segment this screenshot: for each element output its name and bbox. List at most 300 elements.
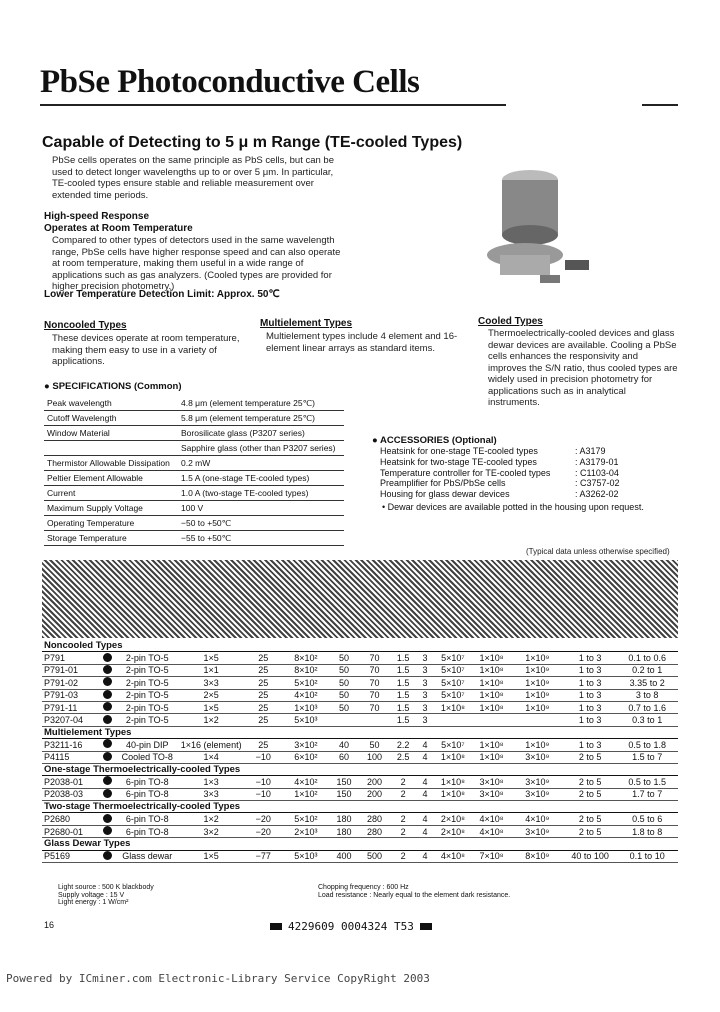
- cooled-text: Thermoelectrically-cooled devices and glass dewar devices are available. Cooling a PbSe cells enhances the responsivity and improves the S/N ratio, thus cooled types are widely used in precision photometry for applications such as in analytical instruments.: [488, 328, 678, 408]
- table-cell: 3×2: [179, 825, 244, 837]
- table-cell: 0.1 to 0.6: [616, 652, 678, 664]
- table-cell: [472, 714, 511, 726]
- table-cell: 0.1 to 10: [616, 850, 678, 862]
- group-row: [42, 640, 678, 652]
- table-cell: 4: [417, 776, 434, 788]
- intro-text: PbSe cells operates on the same principle as PbS cells, but can be used to detect longer wavelengths up to or over 5 μm. In particular, TE-cooled types ensure stable and reliable measurement over extended time periods.: [52, 155, 334, 201]
- table-cell: −10: [244, 776, 283, 788]
- circle-badge-icon: [103, 715, 112, 724]
- table-row: [42, 714, 678, 726]
- cooled-title: Cooled Types: [478, 316, 543, 327]
- table-cell: 6-pin TO-8: [116, 813, 179, 825]
- circle-badge-icon: [100, 701, 116, 713]
- table-cell: 1 to 3: [564, 701, 617, 713]
- table-cell: 1×10⁸: [472, 739, 511, 751]
- table-cell: 1×10⁹: [511, 652, 564, 664]
- table-cell: 7×10⁸: [472, 850, 511, 862]
- table-cell: 6-pin TO-8: [116, 776, 179, 788]
- barcode-strip: [270, 920, 432, 933]
- spec-label: [44, 441, 178, 456]
- table-cell: 4: [417, 850, 434, 862]
- accessory-item: [380, 446, 680, 457]
- spec-value: 100 V: [178, 501, 344, 516]
- accessory-name: Housing for glass dewar devices: [380, 489, 510, 500]
- table-cell: 0.7 to 1.6: [616, 701, 678, 713]
- table-cell: 6×10²: [283, 751, 329, 763]
- table-row: [42, 850, 678, 862]
- accessory-name: Temperature controller for TE-cooled types: [380, 467, 551, 478]
- table-cell: 2-pin TO-5: [116, 714, 179, 726]
- table-cell: 1 to 3: [564, 652, 617, 664]
- table-cell: 5×10⁷: [434, 739, 473, 751]
- room-temp-title: Operates at Room Temperature: [44, 223, 193, 234]
- table-cell: 1×10⁸: [472, 677, 511, 689]
- table-cell: 2: [390, 788, 417, 800]
- table-cell: 500: [359, 850, 390, 862]
- product-table: [42, 640, 678, 863]
- table-cell: 1×10⁸: [472, 701, 511, 713]
- table-cell: 1.5: [390, 701, 417, 713]
- page-title: PbSe Photoconductive Cells: [40, 64, 420, 100]
- table-cell: 3 to 8: [616, 689, 678, 701]
- table-cell: 5×10⁷: [434, 652, 473, 664]
- spec-row: [44, 471, 344, 486]
- table-cell: 2-pin TO-5: [116, 664, 179, 676]
- table-cell: 1×4: [179, 751, 244, 763]
- table-cell: 40: [329, 739, 360, 751]
- table-cell: 3: [417, 714, 434, 726]
- table-cell: 2: [390, 825, 417, 837]
- table-cell: 1×10⁸: [434, 751, 473, 763]
- table-cell: 4: [417, 739, 434, 751]
- table-cell: 3: [417, 664, 434, 676]
- table-cell: 2.2: [390, 739, 417, 751]
- table-cell: 3×10⁹: [511, 825, 564, 837]
- accessory-name: Preamplifier for PbS/PbSe cells: [380, 478, 506, 489]
- type-no-cell: P3211-16: [42, 739, 100, 751]
- spec-label: Current: [44, 486, 178, 501]
- table-cell: [359, 714, 390, 726]
- noncooled-title: Noncooled Types: [44, 320, 127, 331]
- group-title: Glass Dewar Types: [42, 838, 678, 850]
- spec-label: Cutoff Wavelength: [44, 411, 178, 426]
- lower-temp-limit: Lower Temperature Detection Limit: Approx. 50℃: [44, 289, 280, 300]
- spec-row: [44, 456, 344, 471]
- table-cell: −77: [244, 850, 283, 862]
- table-cell: 2×5: [179, 689, 244, 701]
- spec-row: [44, 486, 344, 501]
- footnote: Supply voltage : 15 V: [58, 891, 125, 899]
- spec-label: Storage Temperature: [44, 531, 178, 546]
- table-cell: 1×10⁸: [434, 776, 473, 788]
- circle-badge-icon: [103, 677, 112, 686]
- spec-label: Operating Temperature: [44, 516, 178, 531]
- table-cell: 60: [329, 751, 360, 763]
- table-cell: 1×2: [179, 714, 244, 726]
- table-row: [42, 689, 678, 701]
- table-cell: 0.3 to 1: [616, 714, 678, 726]
- specifications-table: [44, 396, 344, 546]
- table-cell: 8×10²: [283, 664, 329, 676]
- type-no-cell: P2680-01: [42, 825, 100, 837]
- table-cell: 150: [329, 788, 360, 800]
- table-cell: 1.5: [390, 664, 417, 676]
- group-title: Two-stage Thermoelectrically-cooled Types: [42, 801, 678, 813]
- table-cell: 50: [329, 701, 360, 713]
- accessory-item: [380, 489, 680, 500]
- spec-label: Maximum Supply Voltage: [44, 501, 178, 516]
- table-cell: 1×5: [179, 850, 244, 862]
- table-row: [42, 825, 678, 837]
- table-cell: 5×10³: [283, 850, 329, 862]
- table-cell: 1.5 to 7: [616, 751, 678, 763]
- table-cell: 0.2 to 1: [616, 664, 678, 676]
- table-cell: 3×3: [179, 788, 244, 800]
- table-cell: 3×10⁸: [472, 788, 511, 800]
- accessory-code: : C1103-04: [575, 467, 619, 478]
- footnote: Light source : 500 K blackbody: [58, 884, 154, 891]
- barcode-mark-right: [420, 923, 432, 930]
- circle-badge-icon: [100, 677, 116, 689]
- table-cell: 50: [329, 689, 360, 701]
- table-cell: 25: [244, 652, 283, 664]
- table-cell: 1×10⁹: [511, 664, 564, 676]
- footnote: Chopping frequency : 600 Hz: [318, 884, 409, 891]
- spec-value: Borosilicate glass (P3207 series): [178, 426, 344, 441]
- circle-badge-icon: [103, 752, 112, 761]
- type-no-cell: P791-11: [42, 701, 100, 713]
- table-cell: 2-pin TO-5: [116, 652, 179, 664]
- type-no-cell: P791-01: [42, 664, 100, 676]
- table-cell: 50: [329, 652, 360, 664]
- circle-badge-icon: [103, 739, 112, 748]
- table-cell: 1×10³: [283, 701, 329, 713]
- spec-row: [44, 411, 344, 426]
- circle-badge-icon: [100, 776, 116, 788]
- table-cell: 4×10²: [283, 776, 329, 788]
- footnote: Light energy : 1 W/cm²: [58, 899, 129, 906]
- spec-value: 1.5 A (one-stage TE-cooled types): [178, 471, 344, 486]
- accessory-code: : A3179-01: [575, 456, 619, 467]
- spec-value: −55 to +50℃: [178, 531, 344, 546]
- table-cell: 1×10⁸: [472, 664, 511, 676]
- table-cell: 1×5: [179, 701, 244, 713]
- table-cell: 70: [359, 689, 390, 701]
- circle-badge-icon: [103, 690, 112, 699]
- table-cell: 4: [417, 788, 434, 800]
- table-cell: 6-pin TO-8: [116, 825, 179, 837]
- table-cell: [511, 714, 564, 726]
- spec-value: 0.2 mW: [178, 456, 344, 471]
- table-cell: −20: [244, 825, 283, 837]
- table-cell: 2: [390, 776, 417, 788]
- table-cell: 1.5: [390, 652, 417, 664]
- table-cell: 5×10²: [283, 813, 329, 825]
- table-cell: 40 to 100: [564, 850, 617, 862]
- table-cell: 25: [244, 677, 283, 689]
- table-cell: 4×10⁸: [472, 813, 511, 825]
- accessory-name: Heatsink for two-stage TE-cooled types: [380, 456, 537, 467]
- table-cell: 4×10²: [283, 689, 329, 701]
- circle-badge-icon: [103, 826, 112, 835]
- table-row: [42, 813, 678, 825]
- section-heading: Capable of Detecting to 5 μ m Range (TE-cooled Types): [42, 134, 463, 151]
- table-cell: 200: [359, 776, 390, 788]
- circle-badge-icon: [100, 813, 116, 825]
- table-cell: 1×2: [179, 813, 244, 825]
- table-cell: 180: [329, 825, 360, 837]
- circle-badge-icon: [103, 665, 112, 674]
- spec-row: [44, 426, 344, 441]
- multielement-title: Multielement Types: [260, 318, 353, 329]
- table-row: [42, 751, 678, 763]
- circle-badge-icon: [100, 850, 116, 862]
- multielement-text: Multielement types include 4 element and 16-element linear arrays as standard items.: [266, 331, 458, 354]
- table-cell: 1×10⁸: [472, 751, 511, 763]
- table-cell: 1×5: [179, 652, 244, 664]
- table-cell: 0.5 to 6: [616, 813, 678, 825]
- table-cell: 100: [359, 751, 390, 763]
- group-row: [42, 838, 678, 850]
- circle-badge-icon: [100, 689, 116, 701]
- page-number: 16: [44, 920, 55, 930]
- table-cell: 200: [359, 788, 390, 800]
- spec-label: Thermistor Allowable Dissipation: [44, 456, 178, 471]
- table-cell: 5×10²: [283, 677, 329, 689]
- table-cell: 1×3: [179, 776, 244, 788]
- table-cell: 2 to 5: [564, 751, 617, 763]
- barcode-mark-left: [270, 923, 282, 930]
- spec-row: [44, 501, 344, 516]
- table-cell: 3×10²: [283, 739, 329, 751]
- table-cell: 25: [244, 701, 283, 713]
- accessory-item: [380, 468, 680, 479]
- table-cell: 2-pin TO-5: [116, 701, 179, 713]
- table-cell: 2.5: [390, 751, 417, 763]
- table-cell: 3.35 to 2: [616, 677, 678, 689]
- accessory-name: Heatsink for one-stage TE-cooled types: [380, 446, 538, 456]
- table-cell: [434, 714, 473, 726]
- table-cell: 8×10⁹: [511, 850, 564, 862]
- table-cell: 5×10⁷: [434, 677, 473, 689]
- footnotes-left: [58, 884, 308, 907]
- powered-by-footer: Powered by ICminer.com Electronic-Library Service CopyRight 2003: [6, 972, 430, 985]
- accessory-code: : C3757-02: [575, 478, 620, 489]
- table-cell: 3×10⁹: [511, 751, 564, 763]
- table-cell: 280: [359, 825, 390, 837]
- high-speed-title: High-speed Response: [44, 211, 150, 222]
- table-cell: 3: [417, 677, 434, 689]
- table-header-band: [42, 560, 678, 638]
- table-cell: 2×10⁸: [434, 825, 473, 837]
- noncooled-text: These devices operate at room temperature, making them easy to use in a variety of applications.: [52, 333, 240, 367]
- table-cell: 70: [359, 664, 390, 676]
- table-cell: 1 to 3: [564, 664, 617, 676]
- typical-data-note: (Typical data unless otherwise specified): [526, 547, 670, 556]
- table-cell: 50: [329, 664, 360, 676]
- table-cell: 2 to 5: [564, 788, 617, 800]
- table-cell: 6-pin TO-8: [116, 788, 179, 800]
- circle-badge-icon: [100, 825, 116, 837]
- group-row: [42, 801, 678, 813]
- group-row: [42, 726, 678, 738]
- circle-badge-icon: [100, 739, 116, 751]
- spec-value: Sapphire glass (other than P3207 series): [178, 441, 344, 456]
- table-cell: 1.7 to 7: [616, 788, 678, 800]
- table-cell: 1×16 (element): [180, 739, 242, 750]
- table-cell: 0.5 to 1.5: [616, 776, 678, 788]
- circle-badge-icon: [100, 714, 116, 726]
- table-cell: 400: [329, 850, 360, 862]
- type-no-cell: P791-02: [42, 677, 100, 689]
- circle-badge-icon: [103, 814, 112, 823]
- table-cell: 25: [244, 664, 283, 676]
- circle-badge-icon: [100, 652, 116, 664]
- table-cell: 1×10⁹: [511, 701, 564, 713]
- table-cell: −10: [244, 788, 283, 800]
- table-cell: 1.8 to 8: [616, 825, 678, 837]
- type-no-cell: P5169: [42, 850, 100, 862]
- circle-badge-icon: [100, 664, 116, 676]
- spec-row: [44, 516, 344, 531]
- table-cell: 3×10⁹: [511, 788, 564, 800]
- group-row: [42, 763, 678, 775]
- table-row: [42, 652, 678, 664]
- table-cell: 1×10⁸: [472, 689, 511, 701]
- table-cell: 3: [417, 701, 434, 713]
- table-cell: 3×3: [179, 677, 244, 689]
- table-cell: 2: [390, 850, 417, 862]
- table-cell: 70: [359, 677, 390, 689]
- type-no-cell: P2038-01: [42, 776, 100, 788]
- table-cell: 150: [329, 776, 360, 788]
- table-cell: 1.5: [390, 714, 417, 726]
- circle-badge-icon: [103, 702, 112, 711]
- circle-badge-icon: [103, 653, 112, 662]
- specifications-title: ● SPECIFICATIONS (Common): [44, 381, 182, 392]
- accessory-code: : A3179: [575, 446, 606, 456]
- type-no-cell: P791-03: [42, 689, 100, 701]
- table-cell: 2×10³: [283, 825, 329, 837]
- table-cell: 1 to 3: [564, 677, 617, 689]
- table-cell: 1×10⁹: [511, 677, 564, 689]
- table-cell: 8×10²: [283, 652, 329, 664]
- spec-row: [44, 441, 344, 456]
- table-row: [42, 788, 678, 800]
- table-cell: 2: [390, 813, 417, 825]
- table-cell: 3×10⁸: [472, 776, 511, 788]
- table-cell: 1×10⁹: [511, 739, 564, 751]
- table-cell: 25: [244, 714, 283, 726]
- spec-value: 5.8 μm (element temperature 25℃): [178, 411, 344, 426]
- table-cell: 4: [417, 813, 434, 825]
- table-cell: 3: [417, 652, 434, 664]
- table-cell: 4×10⁸: [434, 850, 473, 862]
- table-cell: 5×10³: [283, 714, 329, 726]
- product-photo: [470, 150, 680, 298]
- spec-value: 1.0 A (two-stage TE-cooled types): [178, 486, 344, 501]
- table-row: [42, 776, 678, 788]
- accessory-code: : A3262-02: [575, 489, 619, 500]
- table-row: [42, 664, 678, 676]
- table-cell: 70: [359, 652, 390, 664]
- table-cell: 1×10⁸: [472, 652, 511, 664]
- table-cell: −10: [244, 751, 283, 763]
- circle-badge-icon: [103, 776, 112, 785]
- barcode-text: 4229609 0004324 T53: [288, 920, 414, 933]
- title-rule-right: [642, 104, 678, 106]
- group-title: One-stage Thermoelectrically-cooled Types: [42, 763, 678, 775]
- table-cell: Cooled TO-8: [116, 751, 179, 763]
- spec-row: [44, 396, 344, 411]
- table-cell: 280: [359, 813, 390, 825]
- table-cell: −20: [244, 813, 283, 825]
- table-cell: 180: [329, 813, 360, 825]
- table-cell: 40-pin DIP: [116, 739, 179, 751]
- table-cell: 1×10²: [283, 788, 329, 800]
- type-no-cell: P2038-03: [42, 788, 100, 800]
- table-cell: 70: [359, 701, 390, 713]
- table-cell: 3×10⁹: [511, 776, 564, 788]
- table-cell: 1 to 3: [564, 689, 617, 701]
- table-row: [42, 701, 678, 713]
- circle-badge-icon: [100, 788, 116, 800]
- table-cell: 25: [244, 689, 283, 701]
- table-cell: 4×10⁹: [511, 813, 564, 825]
- title-rule: [40, 104, 506, 106]
- table-cell: 50: [359, 739, 390, 751]
- table-cell: 2×10⁸: [434, 813, 473, 825]
- table-cell: 4: [417, 825, 434, 837]
- table-cell: Glass dewar: [116, 850, 179, 862]
- table-cell: 2 to 5: [564, 776, 617, 788]
- spec-row: [44, 531, 344, 546]
- table-cell: 2 to 5: [564, 825, 617, 837]
- table-cell: 4: [417, 751, 434, 763]
- table-cell: 50: [329, 677, 360, 689]
- accessory-item: [380, 457, 680, 468]
- type-no-cell: P791: [42, 652, 100, 664]
- table-cell: 1 to 3: [564, 714, 617, 726]
- table-cell: 4×10⁸: [472, 825, 511, 837]
- accessories-list: [380, 446, 680, 500]
- accessories-title: ● ACCESSORIES (Optional): [372, 435, 497, 446]
- spec-value: 4.8 μm (element temperature 25℃): [178, 396, 344, 411]
- spec-label: Peak wavelength: [44, 396, 178, 411]
- accessories-note: • Dewar devices are available potted in the housing upon request.: [382, 502, 644, 512]
- circle-badge-icon: [103, 851, 112, 860]
- table-cell: [329, 714, 360, 726]
- spec-label: Window Material: [44, 426, 178, 441]
- table-cell: 2 to 5: [564, 813, 617, 825]
- table-cell: 1.5: [390, 689, 417, 701]
- type-no-cell: P2680: [42, 813, 100, 825]
- table-cell: 0.5 to 1.8: [616, 739, 678, 751]
- type-no-cell: P3207-04: [42, 714, 100, 726]
- table-row: [42, 677, 678, 689]
- circle-badge-icon: [103, 789, 112, 798]
- table-cell: 1×1: [179, 664, 244, 676]
- table-cell: 25: [244, 739, 283, 751]
- group-title: Multielement Types: [42, 726, 678, 738]
- table-cell: 2-pin TO-5: [116, 677, 179, 689]
- table-cell: 1.5: [390, 677, 417, 689]
- table-cell: 1×10⁹: [511, 689, 564, 701]
- high-speed-text: Compared to other types of detectors used in the same wavelength range, PbSe cells have higher response speed and can also operate at room temperature, making them useful in a wide range of applications such as gas analyzers. (Cooled types are provided for higher precision photometry.): [52, 235, 341, 292]
- footnote: Load resistance : Nearly equal to the element dark resistance.: [318, 891, 511, 899]
- accessory-item: [380, 478, 680, 489]
- type-no-cell: P4115: [42, 751, 100, 763]
